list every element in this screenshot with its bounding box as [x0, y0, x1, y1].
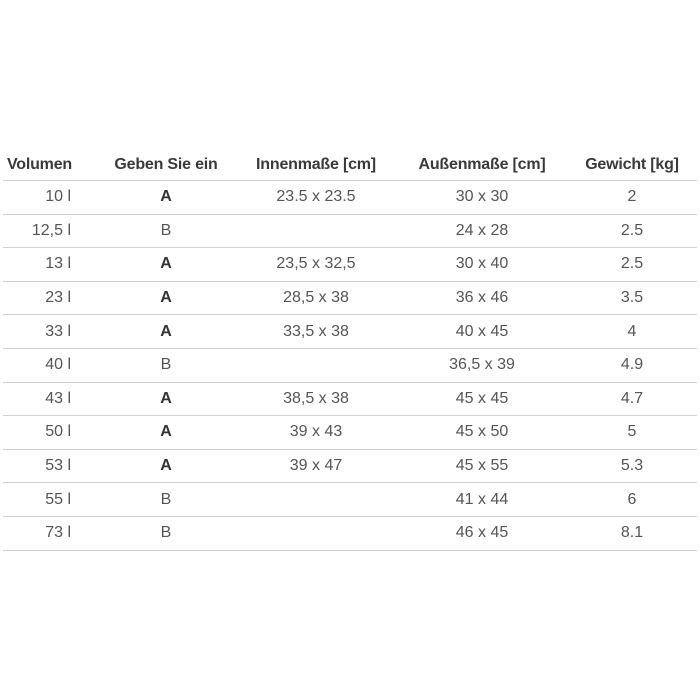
table-row	[3, 416, 697, 450]
spec-table-container	[0, 150, 700, 551]
cell-innenmasse: 23.5 x 23.5	[235, 181, 397, 215]
cell-aussenmasse: 40 x 45	[397, 315, 567, 349]
cell-aussenmasse: 41 x 44	[397, 483, 567, 517]
cell-volumen: 40 l	[3, 348, 97, 382]
cell-aussenmasse: 46 x 45	[397, 516, 567, 550]
cell-typ: A	[97, 315, 235, 349]
cell-typ: A	[97, 382, 235, 416]
cell-typ: B	[97, 483, 235, 517]
table-row	[3, 248, 697, 282]
cell-gewicht: 4.7	[567, 382, 697, 416]
cell-aussenmasse: 30 x 30	[397, 181, 567, 215]
cell-typ: A	[97, 416, 235, 450]
cell-aussenmasse: 45 x 55	[397, 449, 567, 483]
cell-typ: A	[97, 281, 235, 315]
header-aussenmasse: Außenmaße [cm]	[397, 150, 567, 181]
cell-innenmasse	[235, 348, 397, 382]
table-header-row	[3, 150, 697, 181]
cell-aussenmasse: 36,5 x 39	[397, 348, 567, 382]
cell-innenmasse: 39 x 43	[235, 416, 397, 450]
table-row	[3, 315, 697, 349]
header-gewicht: Gewicht [kg]	[567, 150, 697, 181]
cell-aussenmasse: 45 x 45	[397, 382, 567, 416]
cell-volumen: 55 l	[3, 483, 97, 517]
cell-innenmasse: 38,5 x 38	[235, 382, 397, 416]
cell-gewicht: 5	[567, 416, 697, 450]
cell-gewicht: 4	[567, 315, 697, 349]
cell-innenmasse: 23,5 x 32,5	[235, 248, 397, 282]
cell-volumen: 43 l	[3, 382, 97, 416]
cell-typ: A	[97, 449, 235, 483]
table-row	[3, 281, 697, 315]
header-innenmasse: Innenmaße [cm]	[235, 150, 397, 181]
cell-innenmasse: 33,5 x 38	[235, 315, 397, 349]
cell-innenmasse	[235, 516, 397, 550]
cell-innenmasse	[235, 214, 397, 248]
cell-typ: A	[97, 181, 235, 215]
cell-innenmasse: 28,5 x 38	[235, 281, 397, 315]
spec-table	[3, 150, 697, 551]
cell-volumen: 13 l	[3, 248, 97, 282]
table-row	[3, 449, 697, 483]
cell-aussenmasse: 45 x 50	[397, 416, 567, 450]
cell-gewicht: 5.3	[567, 449, 697, 483]
cell-volumen: 73 l	[3, 516, 97, 550]
cell-gewicht: 6	[567, 483, 697, 517]
cell-aussenmasse: 24 x 28	[397, 214, 567, 248]
table-row	[3, 483, 697, 517]
table-row	[3, 181, 697, 215]
cell-typ: B	[97, 348, 235, 382]
cell-typ: B	[97, 516, 235, 550]
cell-volumen: 53 l	[3, 449, 97, 483]
cell-gewicht: 4.9	[567, 348, 697, 382]
table-row	[3, 516, 697, 550]
cell-volumen: 33 l	[3, 315, 97, 349]
cell-innenmasse	[235, 483, 397, 517]
table-row	[3, 348, 697, 382]
cell-gewicht: 8.1	[567, 516, 697, 550]
cell-typ: A	[97, 248, 235, 282]
cell-innenmasse: 39 x 47	[235, 449, 397, 483]
cell-volumen: 12,5 l	[3, 214, 97, 248]
cell-gewicht: 2	[567, 181, 697, 215]
header-typ: Geben Sie ein	[97, 150, 235, 181]
cell-gewicht: 2.5	[567, 214, 697, 248]
cell-typ: B	[97, 214, 235, 248]
cell-aussenmasse: 36 x 46	[397, 281, 567, 315]
cell-gewicht: 3.5	[567, 281, 697, 315]
cell-aussenmasse: 30 x 40	[397, 248, 567, 282]
cell-volumen: 50 l	[3, 416, 97, 450]
table-row	[3, 382, 697, 416]
cell-volumen: 10 l	[3, 181, 97, 215]
cell-volumen: 23 l	[3, 281, 97, 315]
header-volumen: Volumen	[3, 150, 97, 181]
table-row	[3, 214, 697, 248]
cell-gewicht: 2.5	[567, 248, 697, 282]
